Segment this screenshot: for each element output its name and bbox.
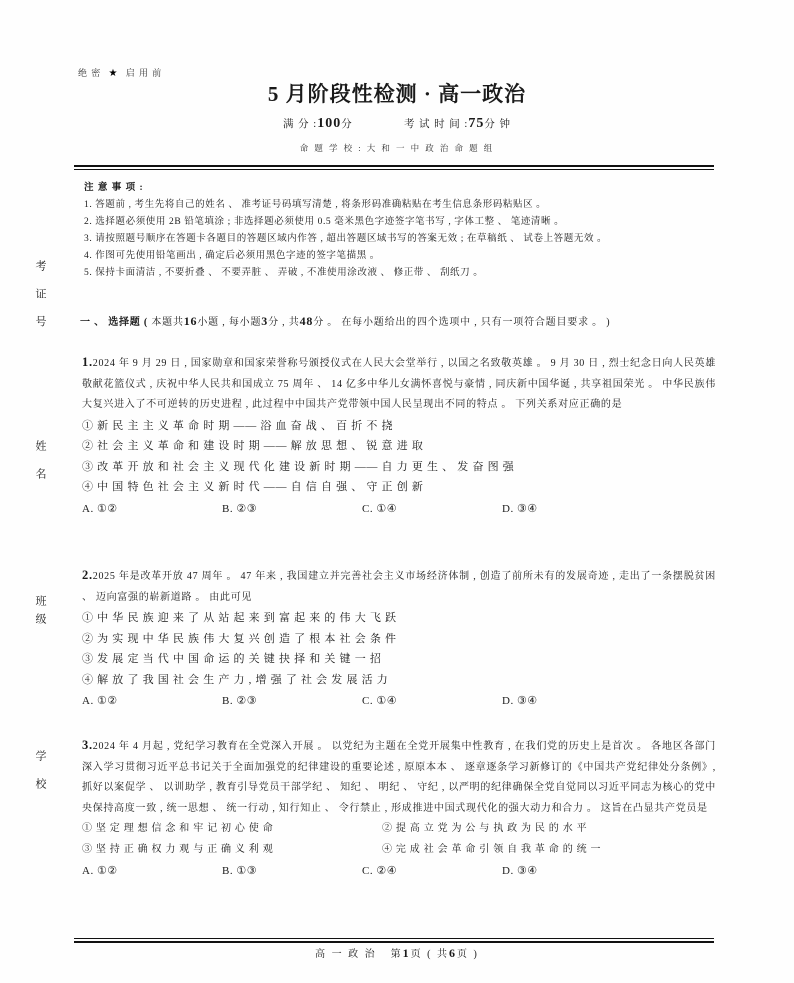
instruction-item: 2. 选择题必须使用 2B 铅笔填涂 ; 非选择题必须使用 0.5 毫米黑色字迹签字笔书写 , 字体工整 、 笔迹清晰 。	[84, 217, 565, 227]
score-label: 满 分 :	[283, 119, 318, 130]
question-number: 2.	[82, 568, 93, 582]
question-option: ③ 坚 持 正 确 权 力 观 与 正 确 义 利 观	[82, 843, 274, 855]
secret-suffix: 启 用 前	[125, 68, 163, 78]
seal-column	[22, 240, 62, 920]
section-text-3: 分 , 共	[268, 317, 300, 328]
seal-class: 班级	[34, 595, 46, 631]
question-text: 2024 年 4 月起 , 党纪学习教育在全党深入开展 。 以党纪为主题在全党开展集中性教育 , 在我们党的历史上是首次 。 各地区各部门深入学习贯彻习近平总书记关于全面加强党的纪律建设的重要论述 , 原原本本 、 逐章逐条学习新修订的《中国共产党纪律处分条例》, 抓好以案促学 、 以训助学 , 教育引导党员干部学纪 、 知纪 、 明纪 、 守纪 , 以严明的纪律确保全党自觉同以习近平同志为核心的党中央保持高度一致 , 统一思想 、 统一行动 , 知行知止 、 令行禁止 , 形成推进中国式现代化的强大动力和合力 。 这旨在凸显共产党员是	[82, 741, 716, 814]
question-option: ① 新 民 主 主 义 革 命 时 期 —— 浴 血 奋 战 、 百 折 不 挠	[82, 419, 394, 432]
answer-choices	[82, 499, 642, 520]
answer-choice-d[interactable]: D. ③④	[502, 502, 538, 515]
footer-page-current: 1	[402, 946, 411, 960]
question-stem	[82, 565, 716, 608]
answer-choice-d[interactable]: D. ③④	[502, 865, 538, 877]
section-score-total: 48	[299, 314, 314, 328]
time-value: 75	[468, 116, 485, 131]
question-options-row	[82, 819, 682, 840]
page-title: 5 月阶段性检测 · 高一政治	[267, 82, 527, 106]
question-option: ④ 中 国 特 色 社 会 主 义 新 时 代 —— 自 信 自 强 、 守 正 创 新	[82, 481, 424, 493]
seal-exam-number: 考 证 号	[34, 260, 46, 334]
answer-choice-c[interactable]: C. ②④	[362, 865, 398, 877]
question-option: ② 为 实 现 中 华 民 族 伟 大 复 兴 创 造 了 根 本 社 会 条 件	[82, 632, 397, 645]
answer-choice-a[interactable]: A. ①②	[82, 865, 118, 877]
question-number: 3.	[82, 738, 93, 752]
star-icon: ★	[108, 68, 119, 79]
footer-divider	[74, 938, 714, 939]
question-option: ③ 发 展 定 当 代 中 国 命 运 的 关 键 抉 择 和 关 键 一 招	[82, 653, 382, 665]
footer-divider-thick	[74, 941, 714, 943]
question-stem	[82, 735, 716, 819]
seal-school: 学 校	[34, 750, 46, 796]
section-text-2: 小题 , 每小题	[197, 317, 262, 328]
exam-meta	[0, 116, 794, 132]
answer-choice-b[interactable]: B. ②③	[222, 502, 258, 515]
section-label: 一 、 选择题 (	[80, 317, 152, 328]
instructions-title: 注 意 事 项 :	[84, 183, 144, 193]
seal-name: 姓 名	[34, 440, 46, 486]
question-option: ③ 改 革 开 放 和 社 会 主 义 现 代 化 建 设 新 时 期 —— 自 力 更 生 、 发 奋 图 强	[82, 460, 515, 473]
header-divider	[74, 165, 714, 170]
section-score-each: 3	[261, 314, 269, 328]
question-option: ④ 完 成 社 会 革 命 引 领 自 我 革 命 的 统 一	[382, 843, 602, 855]
question-option: ④ 解 放 了 我 国 社 会 生 产 力 , 增 强 了 社 会 发 展 活 力	[82, 673, 389, 686]
answer-choice-c[interactable]: C. ①④	[362, 695, 398, 707]
instruction-item: 1. 答题前 , 考生先将自己的姓名 、 准考证号码填写清楚 , 将条形码准确粘贴在考生信息条形码粘贴区 。	[84, 200, 547, 210]
answer-choice-c[interactable]: C. ①④	[362, 502, 398, 515]
question-number: 1.	[82, 355, 93, 369]
footer-page-mid: 页 ( 共	[410, 949, 449, 960]
author-line: 命 题 学 校 : 大 和 一 中 政 治 命 题 组	[299, 143, 495, 153]
footer-page-suffix: 页 )	[457, 949, 479, 960]
secret-prefix: 绝 密	[78, 68, 102, 78]
time-unit: 分 钟	[484, 119, 511, 130]
question-2	[82, 565, 716, 712]
question-text: 2024 年 9 月 29 日 , 国家勋章和国家荣誉称号颁授仪式在人民大会堂举行 , 以国之名致敬英雄 。 9 月 30 日 , 烈士纪念日向人民英雄敬献花篮仪式 , 庆祝中华人民共和国成立 75 周年 、 14 亿多中华儿女满怀喜悦与豪情 , 同庆新中国华诞 , 共享祖国荣光 。 中华民族伟大复兴进入了不可逆转的历史进程 , 此过程中中国共产党带领中国人民呈现出不同的特点 。 下列关系对应正确的是	[82, 358, 716, 410]
answer-choice-d[interactable]: D. ③④	[502, 695, 538, 707]
question-1	[82, 352, 716, 519]
instruction-item: 5. 保持卡面清洁 , 不要折叠 、 不要弄脏 、 弄破 , 不准使用涂改液 、 修正带 、 刮纸刀 。	[84, 268, 484, 278]
question-option: ② 社 会 主 义 革 命 和 建 设 时 期 —— 解 放 思 想 、 锐 意 进 取	[82, 440, 424, 452]
section-text-1: 本题共	[151, 317, 184, 328]
answer-choice-b[interactable]: B. ①③	[222, 865, 258, 877]
section-heading	[80, 312, 716, 332]
answer-choices	[82, 691, 642, 712]
question-3	[82, 735, 716, 882]
answer-choices	[82, 861, 642, 882]
question-stem	[82, 352, 716, 416]
page-footer	[0, 945, 794, 961]
question-text: 2025 年是改革开放 47 周年 。 47 年来 , 我国建立并完善社会主义市场经济体制 , 创造了前所未有的发展奇迹 , 走出了一条摆脱贫困 、 迈向富强的崭新道路 。 由此可见	[82, 571, 716, 603]
answer-choice-a[interactable]: A. ①②	[82, 695, 118, 707]
footer-page-prefix: 第	[390, 949, 403, 960]
instruction-item: 3. 请按照题号顺序在答题卡各题目的答题区域内作答 , 超出答题区域书写的答案无效 ; 在草稿纸 、 试卷上答题无效 。	[84, 234, 608, 244]
question-option: ② 提 高 立 党 为 公 与 执 政 为 民 的 水 平	[382, 823, 588, 834]
answer-choice-a[interactable]: A. ①②	[82, 502, 118, 515]
question-option: ① 中 华 民 族 迎 来 了 从 站 起 来 到 富 起 来 的 伟 大 飞 跃	[82, 612, 397, 624]
question-option: ① 坚 定 理 想 信 念 和 牢 记 初 心 使 命	[82, 823, 274, 834]
footer-subject: 高 一 政 治	[315, 949, 377, 960]
answer-choice-b[interactable]: B. ②③	[222, 695, 258, 707]
score-value: 100	[317, 116, 342, 131]
instructions	[84, 180, 712, 282]
instruction-item: 4. 作图可先使用铅笔画出 , 确定后必须用黑色字迹的签字笔描黑 。	[84, 251, 380, 261]
section-text-4: 分 。 在每小题给出的四个选项中 , 只有一项符合题目要求 。 )	[313, 317, 611, 328]
question-options-row	[82, 840, 682, 861]
section-question-count: 16	[183, 314, 198, 328]
time-label: 考 试 时 间 :	[403, 119, 469, 130]
score-unit: 分	[341, 119, 353, 130]
footer-page-total: 6	[449, 946, 457, 960]
